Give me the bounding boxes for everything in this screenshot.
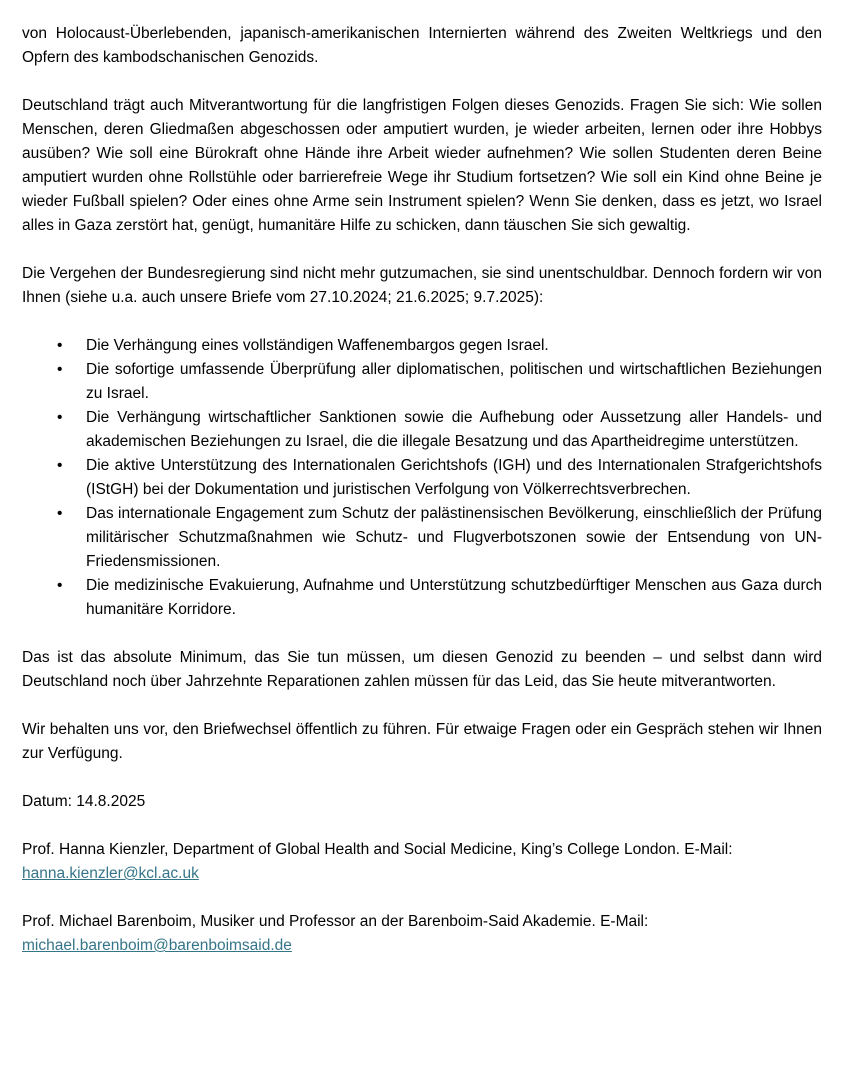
demand-item [22,454,822,502]
bullet-icon: • [57,457,63,474]
email-link-hanna-kienzler[interactable]: hanna.kienzler@kcl.ac.uk [22,865,199,882]
bullet-icon: • [57,361,63,378]
demand-text: Die medizinische Evakuierung, Aufnahme und Unterstützung schutzbedürftiger Menschen aus Gaza durch humanitäre Korridore. [86,577,822,618]
date-line: Datum: 14.8.2025 [22,793,146,810]
paragraph-minimum: Das ist das absolute Minimum, das Sie tun müssen, um diesen Genozid zu beenden – und selbst dann wird Deutschland noch über Jahrzehnte Reparationen zahlen müssen für das Leid, das Sie heute mitverantworten. [22,649,822,690]
bullet-icon: • [57,337,63,354]
demands-list [22,334,822,622]
demand-item [22,358,822,406]
demand-item [22,406,822,454]
bullet-icon: • [57,577,63,594]
demand-text: Das internationale Engagement zum Schutz der palästinensischen Bevölkerung, einschließlich der Prüfung militärischer Schutzmaßnahmen wie Schutz- und Flugverbotszonen sowie der Entsendung von UN-Friedensmissionen. [86,505,822,570]
demand-text: Die aktive Unterstützung des Internationalen Gerichtshofs (IGH) und des Internationalen Strafgerichtshofs (IStGH) bei der Dokumentation und juristischen Verfolgung von Völkerrechtsverbrechen. [86,457,822,498]
paragraph-responsibility: Deutschland trägt auch Mitverantwortung für die langfristigen Folgen dieses Genozids. Fragen Sie sich: Wie sollen Menschen, deren Gliedmaßen abgeschossen oder amputiert wurden, je wieder arbeiten, lernen oder ihre Hobbys ausüben? Wie soll eine Bürokraft ohne Hände ihre Arbeit wieder aufnehmen? Wie sollen Studenten deren Beine amputiert wurden ohne Rollstühle oder barrierefreie Wege ihr Studium fortsetzen? Wie soll ein Kind ohne Beine je wieder Fußball spielen? Oder eines ohne Arme sein Instrument spielen? Wenn Sie denken, dass es jetzt, wo Israel alles in Gaza zerstört hat, genügt, humanitäre Hilfe zu schicken, dann täuschen Sie sich gewaltig. [22,97,822,234]
demand-text: Die sofortige umfassende Überprüfung aller diplomatischen, politischen und wirtschaftlichen Beziehungen zu Israel. [86,361,822,402]
signature-michael-barenboim [22,910,822,958]
paragraph-demands-intro: Die Vergehen der Bundesregierung sind nicht mehr gutzumachen, sie sind unentschuldbar. Dennoch fordern wir von Ihnen (siehe u.a. auch unsere Briefe vom 27.10.2024; 21.6.2025; 9.7.2025): [22,265,822,306]
signature-text: Prof. Michael Barenboim, Musiker und Professor an der Barenboim-Said Akademie. E-Mail: [22,913,649,930]
signature-hanna-kienzler [22,838,822,886]
bullet-icon: • [57,505,63,522]
demand-text: Die Verhängung wirtschaftlicher Sanktionen sowie die Aufhebung oder Aussetzung aller Handels- und akademischen Beziehungen zu Israel, die die illegale Besatzung und das Apartheidregime unterstützen. [86,409,822,450]
demand-item [22,574,822,622]
demand-item [22,334,822,358]
signature-text: Prof. Hanna Kienzler, Department of Global Health and Social Medicine, King’s College London. E-Mail: [22,841,733,858]
bullet-icon: • [57,409,63,426]
demand-item [22,502,822,574]
paragraph-continuation: von Holocaust-Überlebenden, japanisch-amerikanischen Internierten während des Zweiten Weltkriegs und den Opfern des kambodschanischen Genozids. [22,25,822,66]
demand-text: Die Verhängung eines vollständigen Waffenembargos gegen Israel. [86,337,549,354]
paragraph-correspondence: Wir behalten uns vor, den Briefwechsel öffentlich zu führen. Für etwaige Fragen oder ein Gespräch stehen wir Ihnen zur Verfügung. [22,721,822,762]
email-link-michael-barenboim[interactable]: michael.barenboim@barenboimsaid.de [22,937,292,954]
